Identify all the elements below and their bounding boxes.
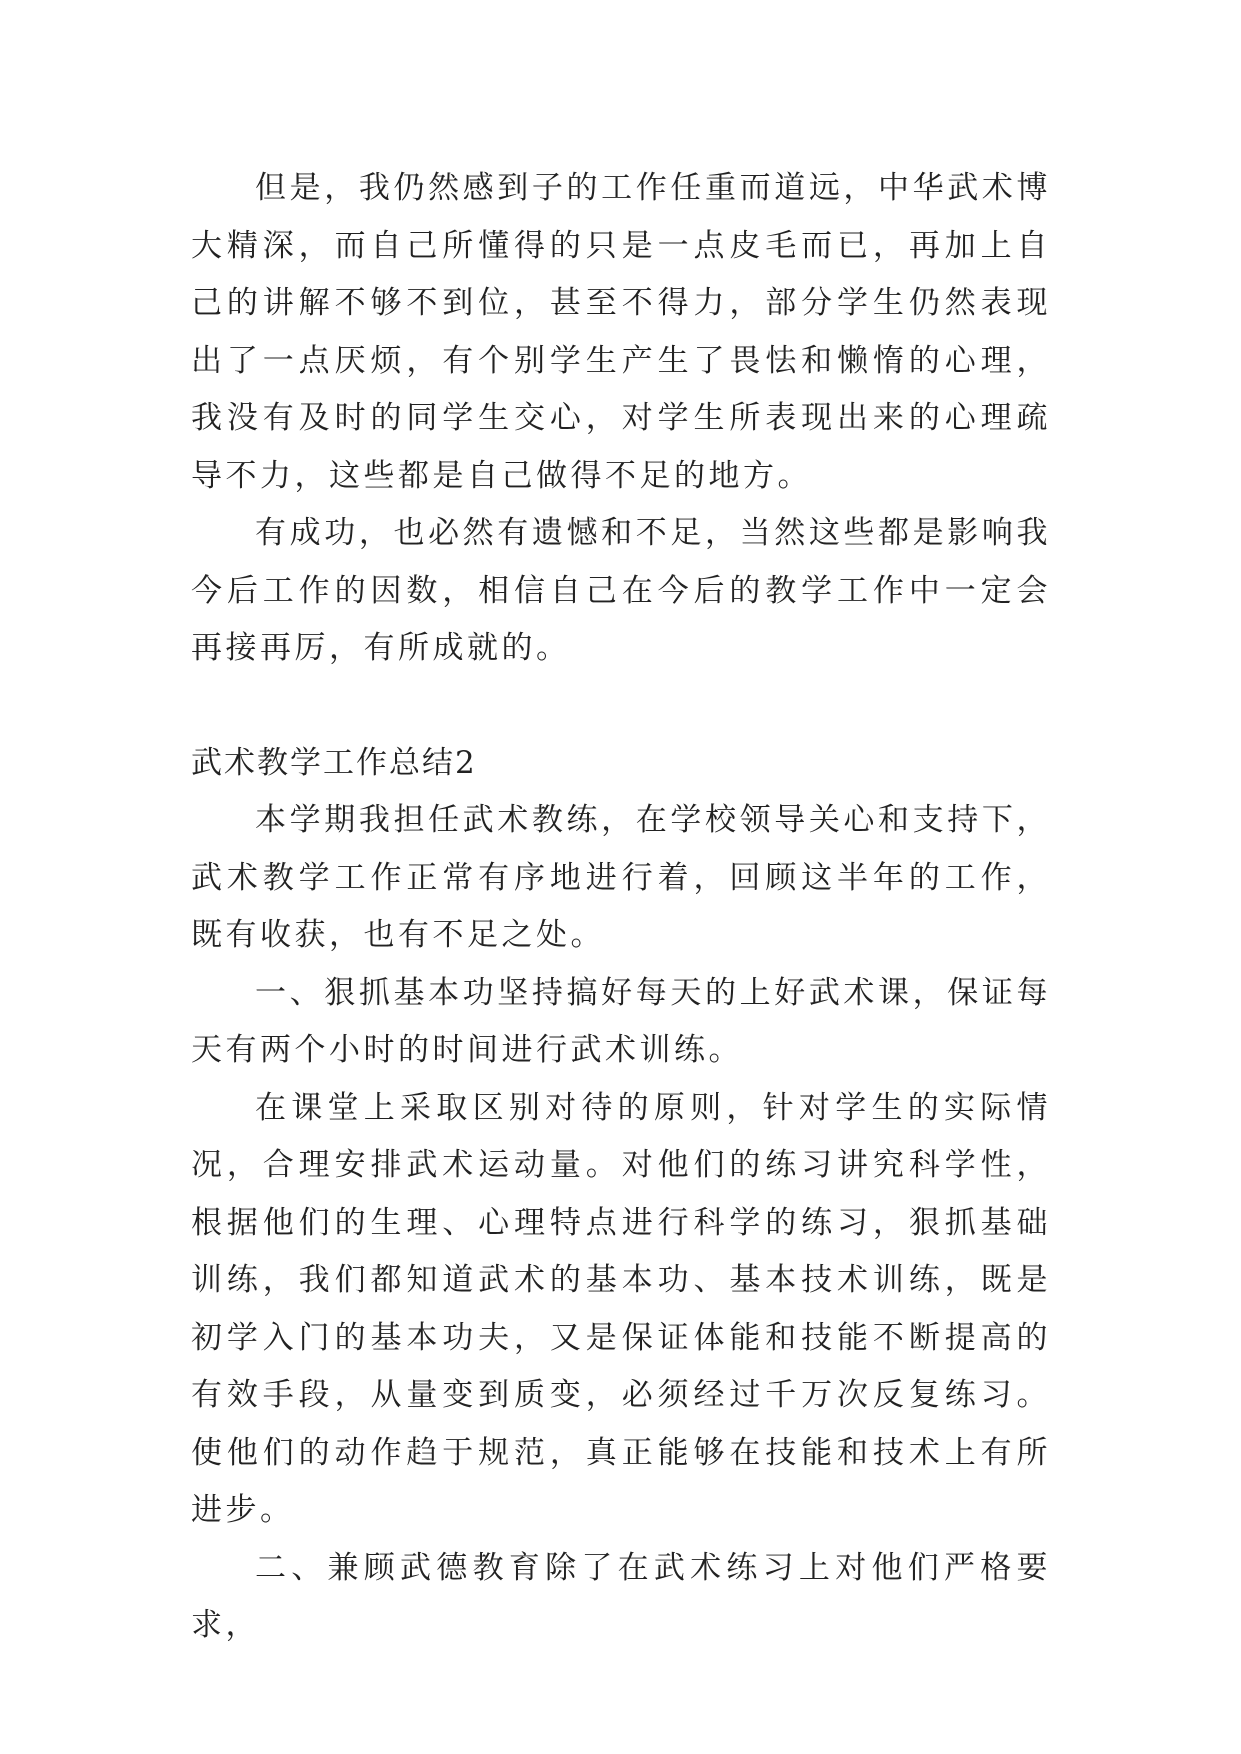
- paragraph-point-two: 二、兼顾武德教育除了在武术练习上对他们严格要求，: [191, 1549, 1051, 1643]
- paragraph-training-details: 在课堂上采取区别对待的原则，针对学生的实际情况，合理安排武术运动量。对他们的练习讲究科学性，根据他们的生理、心理特点进行科学的练习，狠抓基础训练，我们都知道武术的基本功、基本技术训练，既是初学入门的基本功夫，又是保证体能和技能不断提高的有效手段，从量变到质变，必须经过千万次反复练习。使他们的动作趋于规范，真正能够在技能和技术上有所进步。: [191, 1089, 1051, 1528]
- section-spacer: [191, 678, 1051, 735]
- document-body: [191, 160, 1051, 1655]
- paragraph-shortcomings: 但是，我仍然感到子的工作任重而道远，中华武术博大精深，而自己所懂得的只是一点皮毛而已，再加上自己的讲解不够不到位，甚至不得力，部分学生仍然表现出了一点厌烦，有个别学生产生了畏怯和懒惰的心理，我没有及时的同学生交心，对学生所表现出来的心理疏导不力，这些都是自己做得不足的地方。: [191, 170, 1051, 494]
- paragraph-intro: 本学期我担任武术教练，在学校领导关心和支持下，武术教学工作正常有序地进行着，回顾这半年的工作，既有收获，也有不足之处。: [191, 802, 1051, 953]
- paragraph-point-one: 一、狠抓基本功坚持搞好每天的上好武术课，保证每天有两个小时的时间进行武术训练。: [191, 974, 1051, 1068]
- paragraph-success-and-regret: 有成功，也必然有遗憾和不足，当然这些都是影响我今后工作的因数，相信自己在今后的教学工作中一定会再接再厉，有所成就的。: [191, 515, 1051, 666]
- section-title: 武术教学工作总结2: [191, 744, 477, 781]
